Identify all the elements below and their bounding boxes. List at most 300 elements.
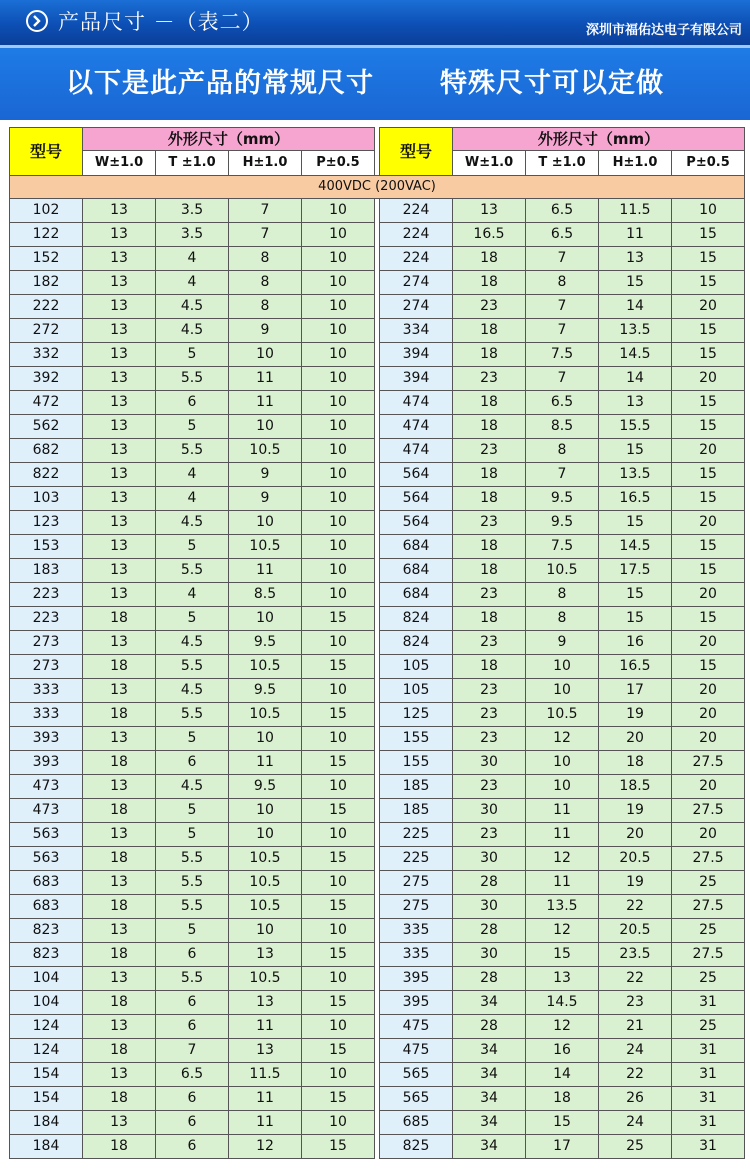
table-row: [10, 439, 745, 463]
right-w-cell: 18: [453, 535, 526, 559]
right-p-cell: 15: [672, 415, 745, 439]
left-w-cell: 13: [83, 823, 156, 847]
left-h-cell: 11.5: [229, 1063, 302, 1087]
right-h-cell: 17: [599, 679, 672, 703]
right-p-cell: 31: [672, 991, 745, 1015]
right-model-cell: 224: [380, 199, 453, 223]
left-model-cell: 562: [10, 415, 83, 439]
right-t-cell: 8: [526, 439, 599, 463]
left-w-cell: 13: [83, 967, 156, 991]
col-header-p: P±0.5: [672, 151, 745, 176]
table-row: [10, 343, 745, 367]
right-p-cell: 15: [672, 463, 745, 487]
left-model-cell: 273: [10, 631, 83, 655]
left-model-cell: 152: [10, 247, 83, 271]
right-t-cell: 8: [526, 271, 599, 295]
left-w-cell: 13: [83, 1063, 156, 1087]
table-row: [10, 751, 745, 775]
table-row: [10, 559, 745, 583]
right-t-cell: 7: [526, 295, 599, 319]
table-row: [10, 607, 745, 631]
right-h-cell: 16: [599, 631, 672, 655]
left-p-cell: 15: [302, 1039, 375, 1063]
banner: [0, 45, 750, 120]
right-w-cell: 18: [453, 247, 526, 271]
right-p-cell: 15: [672, 559, 745, 583]
right-t-cell: 12: [526, 919, 599, 943]
left-t-cell: 4.5: [156, 511, 229, 535]
page-title: 产品尺寸 －（表二）: [58, 10, 264, 34]
right-p-cell: 15: [672, 391, 745, 415]
left-t-cell: 6: [156, 1015, 229, 1039]
left-t-cell: 5.5: [156, 967, 229, 991]
right-w-cell: 23: [453, 295, 526, 319]
table-row: [10, 703, 745, 727]
left-p-cell: 10: [302, 871, 375, 895]
right-h-cell: 20.5: [599, 919, 672, 943]
right-model-cell: 105: [380, 679, 453, 703]
left-p-cell: 10: [302, 319, 375, 343]
left-t-cell: 5: [156, 799, 229, 823]
right-t-cell: 7: [526, 319, 599, 343]
left-model-cell: 563: [10, 823, 83, 847]
table-row: [10, 535, 745, 559]
right-t-cell: 13: [526, 967, 599, 991]
left-model-cell: 182: [10, 271, 83, 295]
left-model-cell: 223: [10, 583, 83, 607]
left-h-cell: 8.5: [229, 583, 302, 607]
table-row: [10, 775, 745, 799]
left-h-cell: 13: [229, 1039, 302, 1063]
right-w-cell: 34: [453, 1063, 526, 1087]
right-t-cell: 11: [526, 871, 599, 895]
right-p-cell: 15: [672, 487, 745, 511]
left-t-cell: 4.5: [156, 295, 229, 319]
table-row: [10, 1039, 745, 1063]
col-header-w: W±1.0: [83, 151, 156, 176]
left-model-cell: 273: [10, 655, 83, 679]
right-w-cell: 23: [453, 727, 526, 751]
right-w-cell: 23: [453, 367, 526, 391]
col-header-h: H±1.0: [229, 151, 302, 176]
right-h-cell: 20.5: [599, 847, 672, 871]
right-w-cell: 18: [453, 655, 526, 679]
right-w-cell: 34: [453, 1111, 526, 1135]
right-p-cell: 27.5: [672, 799, 745, 823]
right-h-cell: 13: [599, 391, 672, 415]
right-model-cell: 684: [380, 535, 453, 559]
right-w-cell: 34: [453, 991, 526, 1015]
left-p-cell: 10: [302, 1063, 375, 1087]
left-h-cell: 9.5: [229, 679, 302, 703]
left-p-cell: 15: [302, 655, 375, 679]
table-row: [10, 415, 745, 439]
left-t-cell: 3.5: [156, 199, 229, 223]
left-t-cell: 5.5: [156, 655, 229, 679]
left-model-cell: 124: [10, 1015, 83, 1039]
right-t-cell: 14.5: [526, 991, 599, 1015]
right-h-cell: 16.5: [599, 487, 672, 511]
left-model-cell: 822: [10, 463, 83, 487]
right-w-cell: 18: [453, 559, 526, 583]
left-w-cell: 13: [83, 775, 156, 799]
right-p-cell: 15: [672, 319, 745, 343]
left-w-cell: 18: [83, 847, 156, 871]
table-row: [10, 943, 745, 967]
left-h-cell: 13: [229, 991, 302, 1015]
right-p-cell: 31: [672, 1111, 745, 1135]
banner-stripe: [0, 45, 750, 48]
left-p-cell: 10: [302, 1015, 375, 1039]
right-h-cell: 16.5: [599, 655, 672, 679]
left-p-cell: 10: [302, 391, 375, 415]
left-p-cell: 10: [302, 727, 375, 751]
left-model-cell: 223: [10, 607, 83, 631]
left-t-cell: 4.5: [156, 679, 229, 703]
left-p-cell: 15: [302, 799, 375, 823]
right-t-cell: 15: [526, 1111, 599, 1135]
left-model-cell: 123: [10, 511, 83, 535]
left-w-cell: 13: [83, 223, 156, 247]
banner-left-text: 以下是此产品的常规尺寸: [66, 68, 374, 99]
right-w-cell: 18: [453, 607, 526, 631]
left-p-cell: 10: [302, 1111, 375, 1135]
col-header-p: P±0.5: [302, 151, 375, 176]
left-w-cell: 13: [83, 367, 156, 391]
right-p-cell: 20: [672, 439, 745, 463]
left-p-cell: 10: [302, 511, 375, 535]
left-h-cell: 10: [229, 343, 302, 367]
left-p-cell: 15: [302, 751, 375, 775]
right-w-cell: 18: [453, 463, 526, 487]
left-model-cell: 154: [10, 1063, 83, 1087]
left-w-cell: 13: [83, 1111, 156, 1135]
right-model-cell: 824: [380, 607, 453, 631]
left-t-cell: 4: [156, 463, 229, 487]
right-h-cell: 14.5: [599, 535, 672, 559]
left-model-cell: 272: [10, 319, 83, 343]
right-h-cell: 15: [599, 439, 672, 463]
table-row: [10, 1135, 745, 1159]
left-h-cell: 10: [229, 799, 302, 823]
table-row: [10, 823, 745, 847]
left-w-cell: 13: [83, 487, 156, 511]
left-w-cell: 18: [83, 751, 156, 775]
right-t-cell: 17: [526, 1135, 599, 1159]
right-w-cell: 23: [453, 679, 526, 703]
left-model-cell: 472: [10, 391, 83, 415]
left-h-cell: 11: [229, 751, 302, 775]
left-h-cell: 10.5: [229, 895, 302, 919]
left-w-cell: 13: [83, 199, 156, 223]
table-row: [10, 991, 745, 1015]
left-t-cell: 4.5: [156, 319, 229, 343]
right-h-cell: 23.5: [599, 943, 672, 967]
left-h-cell: 11: [229, 1015, 302, 1039]
right-t-cell: 12: [526, 1015, 599, 1039]
voltage-label: 400VDC (200VAC): [10, 176, 745, 199]
table-row: [10, 679, 745, 703]
right-w-cell: 18: [453, 487, 526, 511]
left-w-cell: 13: [83, 463, 156, 487]
left-t-cell: 5: [156, 343, 229, 367]
right-model-cell: 275: [380, 895, 453, 919]
right-model-cell: 824: [380, 631, 453, 655]
left-model-cell: 103: [10, 487, 83, 511]
left-h-cell: 10: [229, 823, 302, 847]
right-t-cell: 7: [526, 247, 599, 271]
left-w-cell: 18: [83, 895, 156, 919]
left-h-cell: 9: [229, 463, 302, 487]
right-model-cell: 564: [380, 511, 453, 535]
right-model-cell: 474: [380, 415, 453, 439]
right-model-cell: 225: [380, 847, 453, 871]
right-p-cell: 20: [672, 511, 745, 535]
right-p-cell: 20: [672, 679, 745, 703]
left-t-cell: 4.5: [156, 775, 229, 799]
right-w-cell: 23: [453, 439, 526, 463]
right-w-cell: 34: [453, 1039, 526, 1063]
table-row: [10, 871, 745, 895]
right-p-cell: 15: [672, 343, 745, 367]
right-p-cell: 20: [672, 295, 745, 319]
col-header-t: T ±1.0: [526, 151, 599, 176]
left-model-cell: 392: [10, 367, 83, 391]
left-h-cell: 9.5: [229, 631, 302, 655]
right-p-cell: 15: [672, 535, 745, 559]
size-table: [9, 127, 745, 1159]
table-row: [10, 295, 745, 319]
right-t-cell: 9.5: [526, 511, 599, 535]
right-model-cell: 684: [380, 559, 453, 583]
right-p-cell: 20: [672, 583, 745, 607]
left-p-cell: 10: [302, 223, 375, 247]
dims-header: 外形尺寸（mm）: [453, 128, 745, 151]
left-h-cell: 9: [229, 319, 302, 343]
left-h-cell: 10.5: [229, 535, 302, 559]
left-w-cell: 18: [83, 1087, 156, 1111]
left-model-cell: 104: [10, 991, 83, 1015]
left-t-cell: 6: [156, 1111, 229, 1135]
right-model-cell: 274: [380, 295, 453, 319]
right-h-cell: 19: [599, 871, 672, 895]
right-t-cell: 7.5: [526, 343, 599, 367]
left-t-cell: 6: [156, 1135, 229, 1159]
right-h-cell: 26: [599, 1087, 672, 1111]
right-h-cell: 19: [599, 799, 672, 823]
dims-header: 外形尺寸（mm）: [83, 128, 375, 151]
right-t-cell: 10.5: [526, 559, 599, 583]
left-w-cell: 13: [83, 631, 156, 655]
right-t-cell: 11: [526, 799, 599, 823]
right-w-cell: 28: [453, 919, 526, 943]
left-model-cell: 154: [10, 1087, 83, 1111]
left-model-cell: 393: [10, 751, 83, 775]
right-h-cell: 11.5: [599, 199, 672, 223]
right-w-cell: 30: [453, 799, 526, 823]
left-w-cell: 18: [83, 991, 156, 1015]
right-t-cell: 10: [526, 679, 599, 703]
right-h-cell: 17.5: [599, 559, 672, 583]
company-name: 深圳市福佑达电子有限公司: [585, 23, 742, 38]
right-t-cell: 7: [526, 463, 599, 487]
right-p-cell: 15: [672, 271, 745, 295]
left-t-cell: 4: [156, 247, 229, 271]
right-p-cell: 25: [672, 967, 745, 991]
left-h-cell: 10.5: [229, 703, 302, 727]
left-p-cell: 10: [302, 919, 375, 943]
right-h-cell: 15: [599, 607, 672, 631]
left-t-cell: 3.5: [156, 223, 229, 247]
right-model-cell: 395: [380, 991, 453, 1015]
right-model-cell: 275: [380, 871, 453, 895]
left-h-cell: 8: [229, 247, 302, 271]
right-t-cell: 14: [526, 1063, 599, 1087]
header-bar: [0, 0, 750, 45]
left-h-cell: 8: [229, 295, 302, 319]
left-h-cell: 9.5: [229, 775, 302, 799]
right-p-cell: 31: [672, 1135, 745, 1159]
left-t-cell: 6: [156, 751, 229, 775]
left-t-cell: 6: [156, 391, 229, 415]
left-h-cell: 10: [229, 727, 302, 751]
left-p-cell: 15: [302, 1087, 375, 1111]
table-row: [10, 271, 745, 295]
right-model-cell: 474: [380, 439, 453, 463]
table-row: [10, 1111, 745, 1135]
right-h-cell: 24: [599, 1111, 672, 1135]
right-model-cell: 335: [380, 919, 453, 943]
right-t-cell: 7: [526, 367, 599, 391]
left-model-cell: 683: [10, 895, 83, 919]
right-t-cell: 16: [526, 1039, 599, 1063]
right-p-cell: 20: [672, 367, 745, 391]
left-p-cell: 10: [302, 367, 375, 391]
left-w-cell: 13: [83, 871, 156, 895]
left-h-cell: 10: [229, 415, 302, 439]
right-t-cell: 12: [526, 727, 599, 751]
model-header: 型号: [380, 128, 453, 176]
left-model-cell: 184: [10, 1111, 83, 1135]
left-p-cell: 10: [302, 247, 375, 271]
right-h-cell: 23: [599, 991, 672, 1015]
right-h-cell: 13.5: [599, 319, 672, 343]
table-row: [10, 319, 745, 343]
left-t-cell: 6.5: [156, 1063, 229, 1087]
left-w-cell: 18: [83, 943, 156, 967]
left-w-cell: 13: [83, 439, 156, 463]
right-t-cell: 15: [526, 943, 599, 967]
right-h-cell: 18: [599, 751, 672, 775]
right-t-cell: 8: [526, 583, 599, 607]
left-p-cell: 15: [302, 943, 375, 967]
left-model-cell: 563: [10, 847, 83, 871]
right-model-cell: 335: [380, 943, 453, 967]
table-row: [10, 583, 745, 607]
col-header-t: T ±1.0: [156, 151, 229, 176]
left-p-cell: 10: [302, 559, 375, 583]
table-row: [10, 511, 745, 535]
left-model-cell: 823: [10, 943, 83, 967]
right-p-cell: 27.5: [672, 847, 745, 871]
right-w-cell: 23: [453, 583, 526, 607]
left-t-cell: 5.5: [156, 871, 229, 895]
col-header-h: H±1.0: [599, 151, 672, 176]
left-p-cell: 15: [302, 895, 375, 919]
left-p-cell: 10: [302, 679, 375, 703]
left-model-cell: 823: [10, 919, 83, 943]
right-w-cell: 16.5: [453, 223, 526, 247]
left-p-cell: 10: [302, 967, 375, 991]
right-model-cell: 105: [380, 655, 453, 679]
right-w-cell: 34: [453, 1087, 526, 1111]
right-p-cell: 20: [672, 823, 745, 847]
left-t-cell: 7: [156, 1039, 229, 1063]
table-row: [10, 247, 745, 271]
left-model-cell: 124: [10, 1039, 83, 1063]
left-p-cell: 10: [302, 535, 375, 559]
left-t-cell: 5: [156, 607, 229, 631]
right-model-cell: 684: [380, 583, 453, 607]
left-p-cell: 15: [302, 847, 375, 871]
left-w-cell: 13: [83, 295, 156, 319]
left-w-cell: 13: [83, 391, 156, 415]
right-w-cell: 23: [453, 631, 526, 655]
right-h-cell: 11: [599, 223, 672, 247]
right-t-cell: 11: [526, 823, 599, 847]
left-p-cell: 15: [302, 991, 375, 1015]
right-p-cell: 25: [672, 1015, 745, 1039]
left-h-cell: 9: [229, 487, 302, 511]
left-h-cell: 11: [229, 559, 302, 583]
right-h-cell: 25: [599, 1135, 672, 1159]
right-w-cell: 34: [453, 1135, 526, 1159]
left-w-cell: 13: [83, 415, 156, 439]
left-h-cell: 11: [229, 1111, 302, 1135]
table-row: [10, 655, 745, 679]
left-t-cell: 4: [156, 583, 229, 607]
left-t-cell: 6: [156, 991, 229, 1015]
table-header-row: [10, 128, 745, 151]
left-h-cell: 10: [229, 511, 302, 535]
table-row: [10, 967, 745, 991]
right-w-cell: 18: [453, 343, 526, 367]
right-p-cell: 15: [672, 223, 745, 247]
right-h-cell: 20: [599, 727, 672, 751]
right-w-cell: 30: [453, 847, 526, 871]
left-model-cell: 122: [10, 223, 83, 247]
left-model-cell: 333: [10, 703, 83, 727]
table-row: [10, 463, 745, 487]
left-model-cell: 184: [10, 1135, 83, 1159]
left-model-cell: 153: [10, 535, 83, 559]
left-t-cell: 5.5: [156, 559, 229, 583]
left-w-cell: 13: [83, 919, 156, 943]
right-h-cell: 22: [599, 967, 672, 991]
right-h-cell: 14.5: [599, 343, 672, 367]
left-t-cell: 5: [156, 415, 229, 439]
left-h-cell: 10.5: [229, 967, 302, 991]
left-p-cell: 10: [302, 343, 375, 367]
right-p-cell: 27.5: [672, 751, 745, 775]
col-header-w: W±1.0: [453, 151, 526, 176]
left-p-cell: 15: [302, 607, 375, 631]
left-h-cell: 11: [229, 1087, 302, 1111]
right-model-cell: 125: [380, 703, 453, 727]
right-model-cell: 155: [380, 727, 453, 751]
right-model-cell: 185: [380, 799, 453, 823]
right-w-cell: 18: [453, 319, 526, 343]
